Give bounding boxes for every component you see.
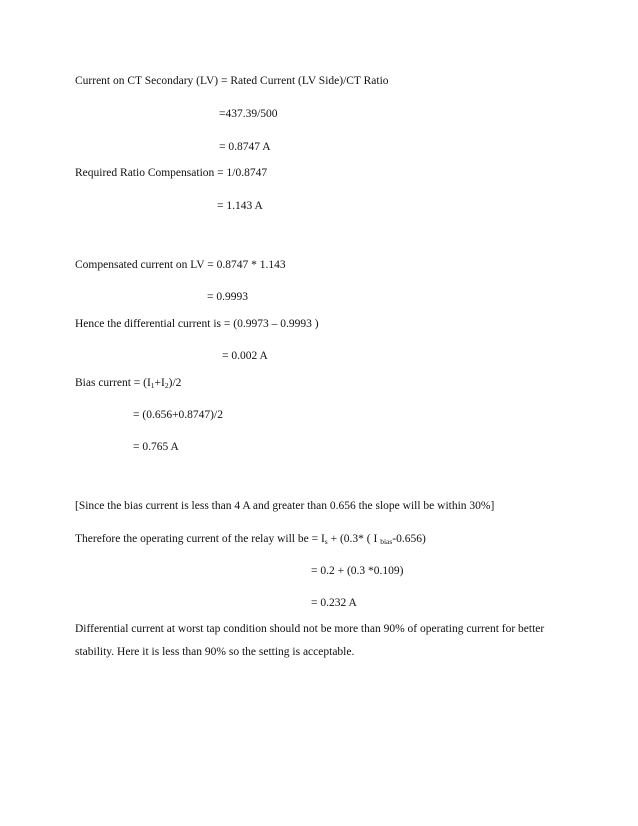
operating-current-formula-line <box>75 532 426 546</box>
differential-current-line: Hence the differential current is = (0.9973 – 0.9993 ) <box>75 318 319 330</box>
subscript-bias: bias <box>380 537 393 546</box>
operating-current-calc-line: = 0.2 + (0.3 *0.109) <box>311 565 404 577</box>
ratio-compensation-line: Required Ratio Compensation = 1/0.8747 <box>75 167 268 179</box>
subscript-s: s <box>324 537 328 546</box>
conclusion-line-2: stability. Here it is less than 90% so the setting is acceptable. <box>75 646 355 658</box>
operating-current-text-c: -0.656) <box>392 533 426 545</box>
ratio-compensation-result-line: = 1.143 A <box>217 200 263 212</box>
operating-current-text-b: + (0.3* ( I <box>327 533 381 545</box>
bias-current-formula-line <box>75 376 181 390</box>
ct-secondary-calc-line: =437.39/500 <box>219 108 278 120</box>
bias-current-text-c: )/2 <box>168 377 182 389</box>
subscript-1: 1 <box>150 381 155 390</box>
bias-current-calc-line: = (0.656+0.8747)/2 <box>133 409 223 421</box>
ct-secondary-formula-line: Current on CT Secondary (LV) = Rated Current (LV Side)/CT Ratio <box>75 75 389 87</box>
conclusion-line-1: Differential current at worst tap condition should not be more than 90% of operating current for better <box>75 623 545 635</box>
operating-current-text-a: Therefore the operating current of the relay will be = I <box>75 533 325 545</box>
differential-current-result-line: = 0.002 A <box>222 350 268 362</box>
compensated-current-line: Compensated current on LV = 0.8747 * 1.143 <box>75 259 286 271</box>
operating-current-result-line: = 0.232 A <box>311 597 357 609</box>
bias-current-result-line: = 0.765 A <box>133 441 179 453</box>
bias-current-text-b: +I <box>154 377 165 389</box>
bias-current-note-line: [Since the bias current is less than 4 A and greater than 0.656 the slope will be within 30%] <box>75 500 495 512</box>
subscript-2: 2 <box>164 381 169 390</box>
ct-secondary-result-line: = 0.8747 A <box>219 141 271 153</box>
bias-current-text-a: Bias current = (I <box>75 377 151 389</box>
compensated-current-result-line: = 0.9993 <box>207 291 248 303</box>
